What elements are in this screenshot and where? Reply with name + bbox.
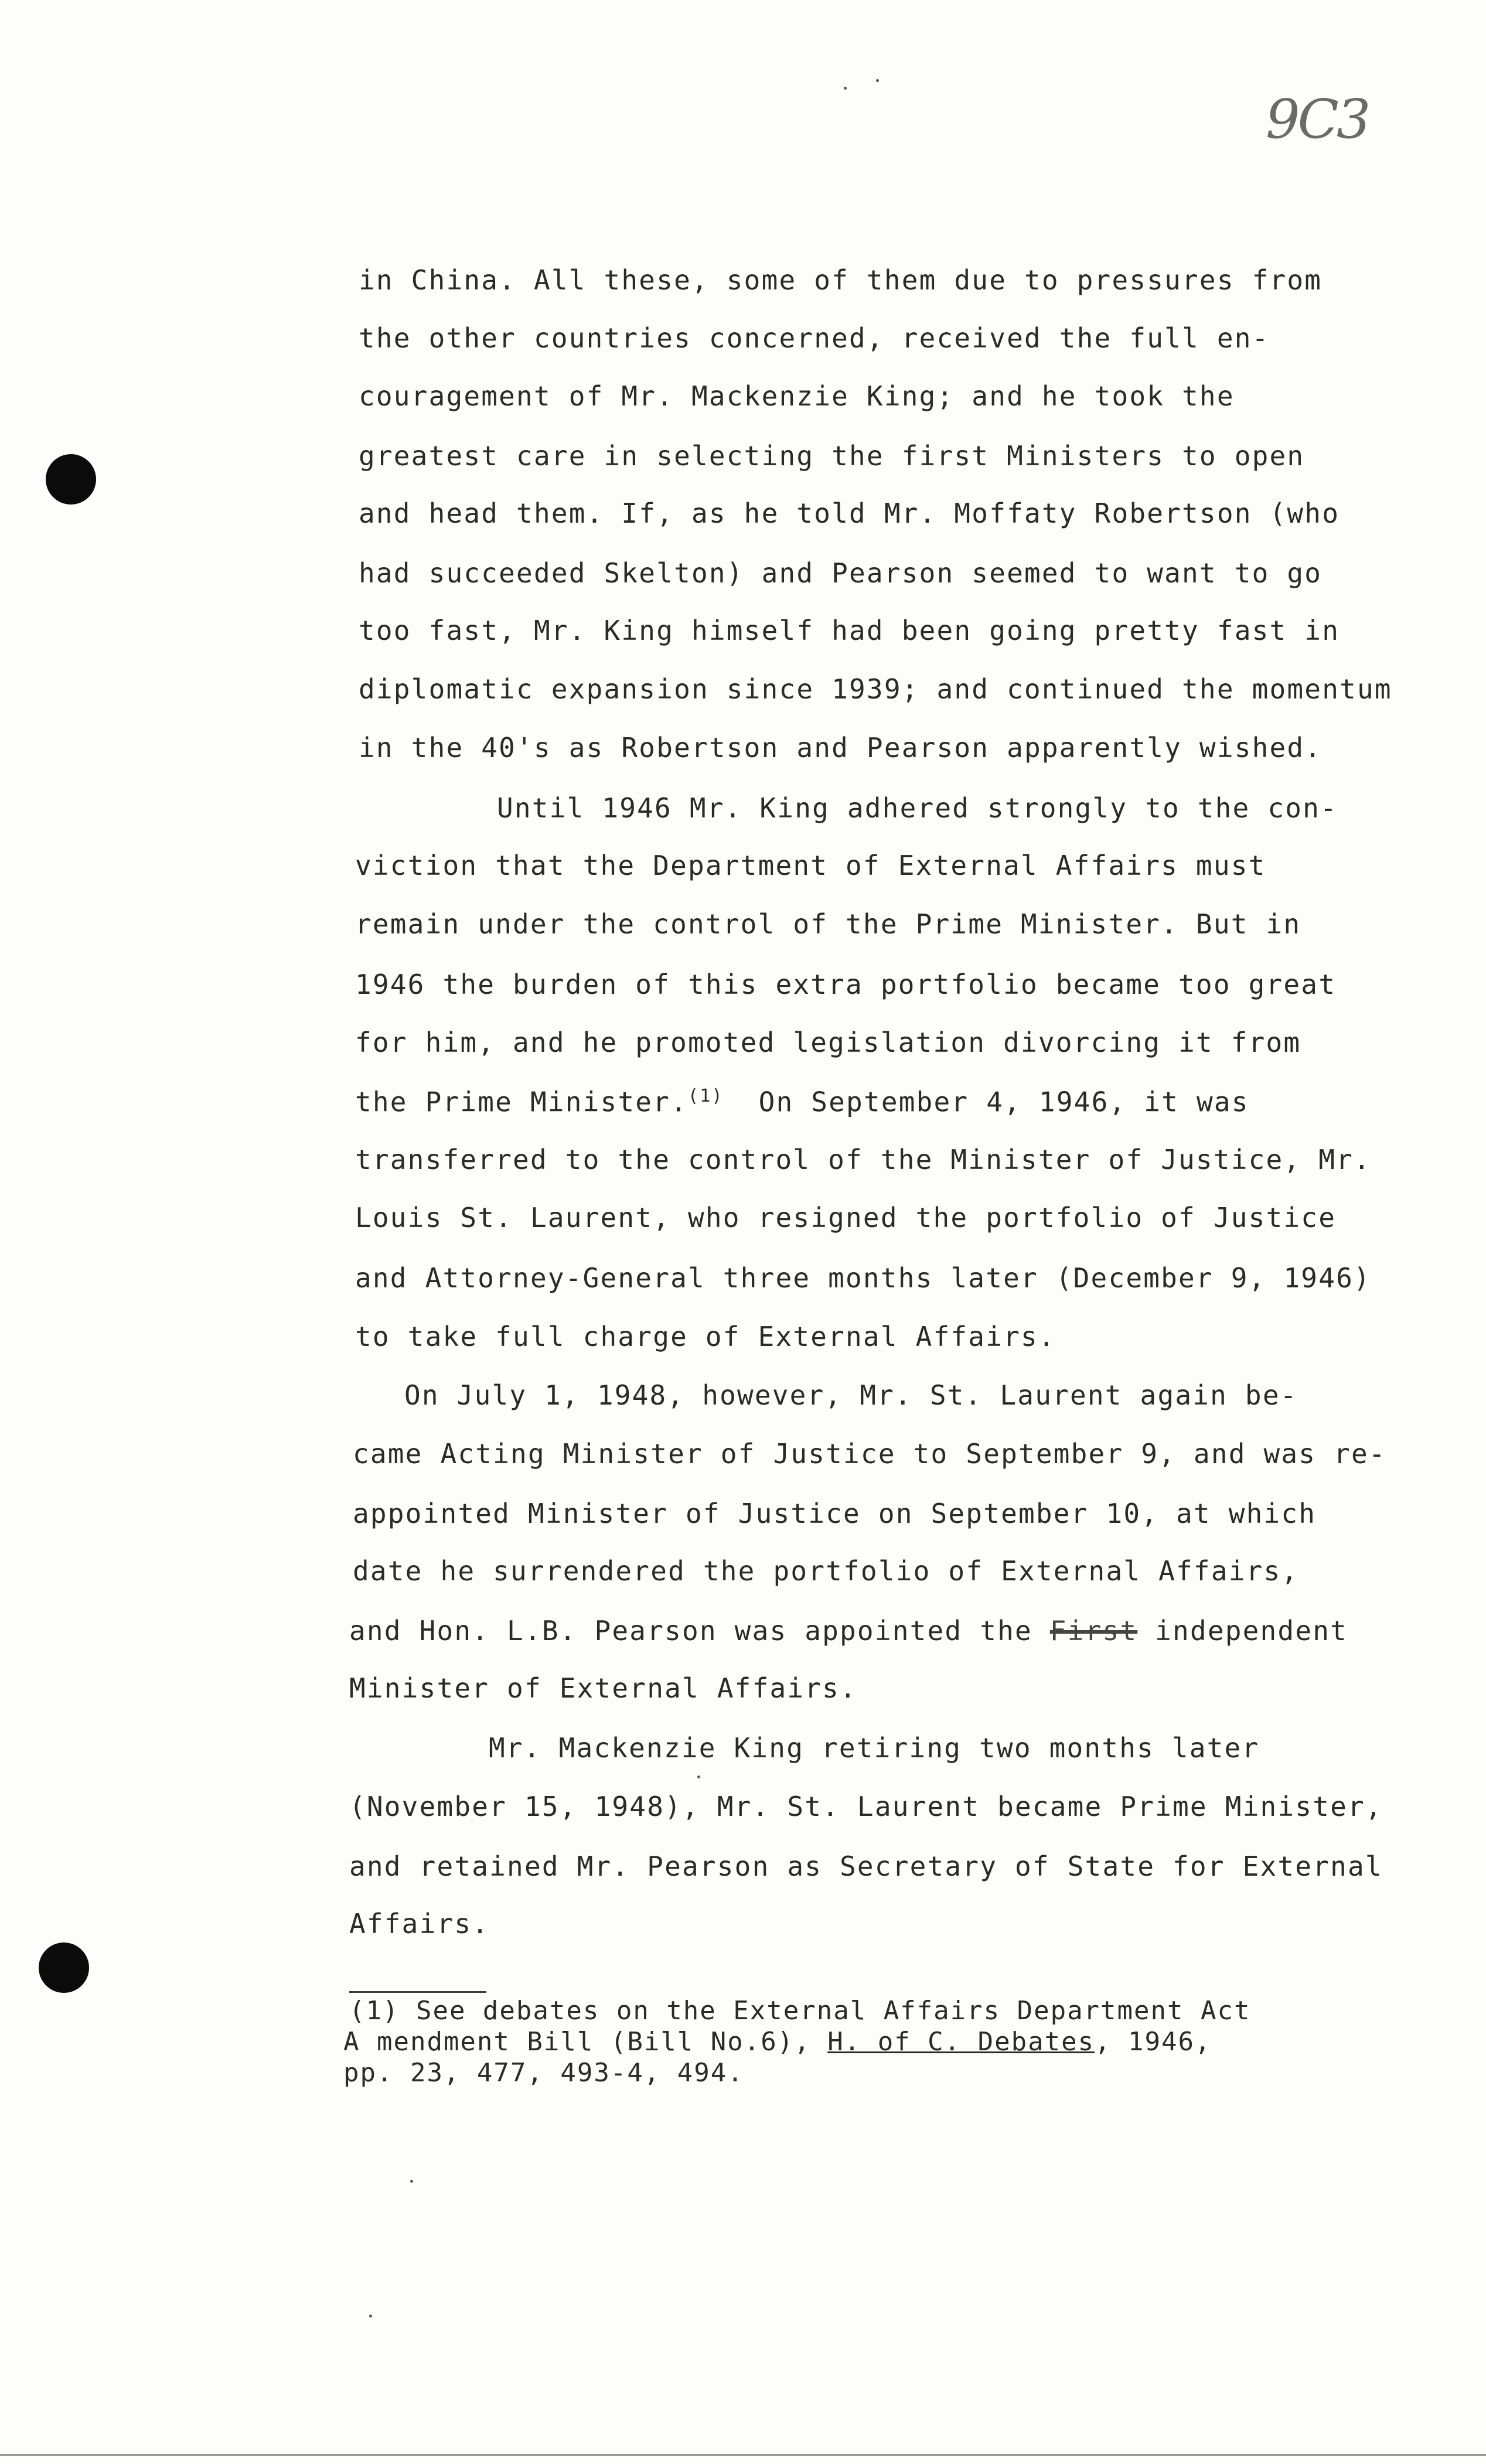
scan-edge <box>0 2454 1486 2456</box>
scan-speck <box>844 87 847 90</box>
line-text: On September 4, 1946, it was <box>723 1086 1249 1118</box>
footnote-line: pp. 23, 477, 493-4, 494. <box>343 2058 744 2088</box>
punch-hole-bottom <box>39 1942 89 1993</box>
footnote-line: (1) See debates on the External Affairs Department Act <box>349 1996 1251 2026</box>
body-line: in China. All these, some of them due to pressures from <box>359 264 1323 296</box>
body-line: for him, and he promoted legislation divorcing it from <box>355 1027 1301 1058</box>
scan-speck <box>697 1775 700 1778</box>
body-line: Until 1946 Mr. King adhered strongly to the con- <box>497 792 1338 824</box>
body-line: the other countries concerned, received the full en- <box>359 322 1270 354</box>
body-line: Mr. Mackenzie King retiring two months later <box>489 1732 1260 1764</box>
body-line: remain under the control of the Prime Minister. But in <box>355 908 1301 940</box>
page-number: 9C3 <box>1266 88 1369 151</box>
footnote-rule <box>349 1991 486 1993</box>
footnote-line <box>343 2029 1212 2055</box>
body-line: 1946 the burden of this extra portfolio became too great <box>355 969 1337 1000</box>
body-line: came Acting Minister of Justice to September 9, and was re- <box>353 1438 1386 1470</box>
body-line: and head them. If, as he told Mr. Moffaty Robertson (who <box>359 497 1340 529</box>
body-line: couragement of Mr. Mackenzie King; and he took the <box>359 380 1235 412</box>
body-line: too fast, Mr. King himself had been going pretty fast in <box>359 615 1340 646</box>
scan-speck <box>410 2180 413 2183</box>
line-text: and Hon. L.B. Pearson was appointed the <box>349 1615 1050 1647</box>
body-line: appointed Minister of Justice on September 10, at which <box>353 1498 1317 1529</box>
body-line: Minister of External Affairs. <box>349 1672 857 1704</box>
footnote-text: , 1946, <box>1095 2027 1212 2057</box>
punch-hole-top <box>46 454 96 505</box>
body-line: Louis St. Laurent, who resigned the portfolio of Justice <box>355 1202 1337 1233</box>
body-line: had succeeded Skelton) and Pearson seemed to want to go <box>359 557 1323 589</box>
body-line: and retained Mr. Pearson as Secretary of State for External <box>349 1850 1383 1882</box>
body-line: greatest care in selecting the first Ministers to open <box>359 440 1305 472</box>
body-line: in the 40's as Robertson and Pearson apparently wished. <box>359 732 1323 764</box>
body-line: On July 1, 1948, however, Mr. St. Laurent again be- <box>404 1379 1298 1411</box>
body-line-with-correction <box>349 1615 1348 1647</box>
body-line-with-footnote-ref <box>355 1086 1249 1118</box>
body-line: Affairs. <box>349 1908 490 1940</box>
body-line: transferred to the control of the Minister of Justice, Mr. <box>355 1144 1371 1175</box>
struck-word: First <box>1049 1615 1138 1647</box>
body-line: viction that the Department of External Affairs must <box>355 850 1266 881</box>
footnote-reference: (1) <box>688 1086 724 1106</box>
body-line: diplomatic expansion since 1939; and continued the momentum <box>359 673 1392 705</box>
scan-speck <box>876 79 879 82</box>
body-line: to take full charge of External Affairs. <box>355 1321 1056 1352</box>
footnote-citation: H. of C. Debates <box>827 2027 1095 2057</box>
scan-speck <box>369 2315 372 2318</box>
body-line: date he surrendered the portfolio of External Affairs, <box>353 1555 1299 1587</box>
line-text: independent <box>1137 1615 1348 1647</box>
body-line: and Attorney-General three months later (December 9, 1946) <box>355 1262 1371 1294</box>
body-line: (November 15, 1948), Mr. St. Laurent became Prime Minister, <box>349 1791 1383 1822</box>
footnote-text: A mendment Bill (Bill No.6), <box>343 2027 828 2057</box>
line-text: the Prime Minister. <box>355 1086 688 1118</box>
